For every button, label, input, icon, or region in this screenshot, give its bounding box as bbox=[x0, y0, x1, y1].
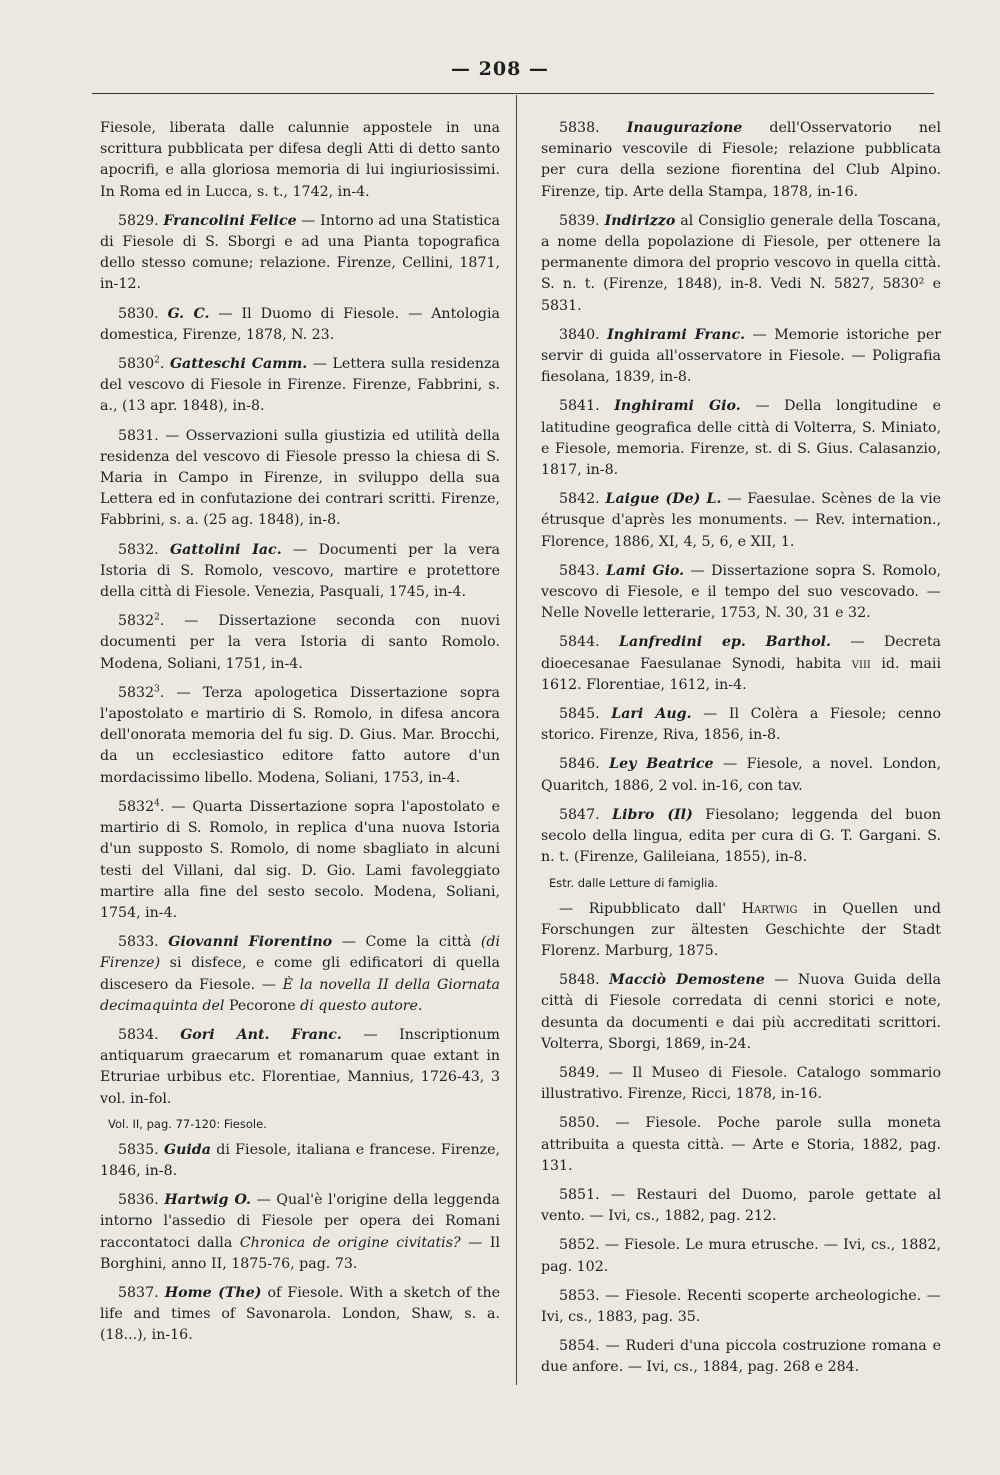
entry-number: 5832. bbox=[118, 541, 159, 558]
entry-text: — Dissertazione seconda con nuovi documenti per la vera Istoria di santo Romolo. Modena, Soliani, 1751, in-4. bbox=[100, 613, 500, 672]
entry-note: Estr. dalle Letture di famiglia. bbox=[549, 875, 719, 890]
bibliography-entry bbox=[541, 1286, 941, 1328]
entry-author: Lanfredini ep. Barthol. bbox=[619, 634, 831, 651]
entry-text: in Quellen und Forschungen zur ältesten Geschichte der Stadt Florenz. Marburg, 1875. bbox=[541, 900, 941, 959]
bibliography-entry bbox=[100, 683, 500, 789]
bibliography-entry bbox=[100, 304, 500, 346]
entry-number: 5838. bbox=[559, 120, 600, 136]
right-column bbox=[541, 118, 941, 1387]
entry-number: 5842. bbox=[559, 491, 600, 508]
entry-text: — Fiesole. Poche parole sulla moneta attribuita a questa città. — Arte e Storia, 1882, pag. 131. bbox=[541, 1115, 941, 1174]
entry-number: 5854. bbox=[559, 1338, 600, 1355]
entry-number: 5829. bbox=[118, 212, 159, 229]
entry-number: 5852. bbox=[559, 1237, 600, 1254]
entry-number-dot: . bbox=[159, 613, 165, 630]
entry-number-dot: . bbox=[159, 684, 165, 701]
entry-author: Libro (Il) bbox=[612, 806, 693, 823]
bibliography-entry bbox=[541, 1235, 941, 1277]
entry-number: 5830. bbox=[118, 305, 159, 322]
entry-italic-text: Chronica de origine civitatis? bbox=[239, 1234, 461, 1251]
entry-text: — Qual'è l'origine della leggenda intorno l'assedio di Fiesole per opera dei Romani raccontatoci dalla bbox=[100, 1192, 500, 1251]
entry-text: — Faesulae. Scènes de la vie étrusque d'après les monuments. — Rev. internation., Florence, 1886, XI, 4, 5, 6, e XII, 1. bbox=[541, 491, 942, 550]
entry-number: 5846. bbox=[559, 756, 600, 773]
entry-text: of Fiesole. With a sketch of the life and times of Savonarola. London, Shaw, s. a. (18...), in-16. bbox=[100, 1284, 500, 1344]
entry-number: 5849. bbox=[559, 1064, 600, 1081]
entry-number-superscript: 4 bbox=[154, 798, 160, 809]
entry-text: — Memorie istoriche per servir di guida all'osservatore in Fiesole. — Poligrafia fiesolana, 1839, in-8. bbox=[541, 326, 941, 386]
bibliography-entry bbox=[100, 118, 500, 203]
entry-text: — Terza apologetica Dissertazione sopra l'apostolato e martirio di S. Romolo, in difesa ancora dell'onorata memoria del fu sig. D. Gius. Mar. Brocchi, da un ecclesiastico editore fatto autore d'un mordacissimo libello. Modena, Soliani, 1753, in-4. bbox=[100, 684, 500, 786]
bibliography-entry bbox=[541, 561, 941, 625]
page-number: — 208 — bbox=[451, 58, 549, 80]
entry-number: 5843. bbox=[559, 562, 600, 579]
bibliography-entry bbox=[100, 354, 500, 418]
entry-number: 5833. bbox=[118, 934, 159, 951]
entry-number-dot: . bbox=[159, 356, 165, 373]
bibliography-entry bbox=[541, 805, 941, 869]
entry-italic-text: È la novella II della Giornata decimaquinta del bbox=[100, 976, 500, 1014]
entry-text: — Lettera sulla residenza del vescovo di Fiesole in Firenze. Firenze, Fabbrini, s. a., (13 apr. 1848), in-8. bbox=[100, 356, 500, 415]
entry-author: Gori Ant. Franc. bbox=[180, 1026, 342, 1043]
entry-author: Indirizzo bbox=[604, 212, 676, 229]
entry-text: — Fiesole, a novel. London, Quaritch, 1886, 2 vol. in-16, con tav. bbox=[541, 756, 942, 794]
entry-text: — Il Colèra a Fiesole; cenno storico. Firenze, Riva, 1856, in-8. bbox=[541, 706, 942, 744]
entry-smallcaps-text: viii bbox=[851, 655, 871, 672]
bibliography-entry bbox=[100, 211, 500, 296]
entry-number: 5850. bbox=[559, 1115, 600, 1132]
entry-number: 5832 bbox=[118, 613, 155, 630]
entry-text: Pecorone bbox=[224, 997, 301, 1014]
entry-number: 5853. bbox=[559, 1287, 600, 1304]
bibliography-entry bbox=[541, 325, 941, 389]
bibliography-entry bbox=[100, 1140, 500, 1182]
bibliography-entry bbox=[541, 754, 941, 796]
entry-number: 5845. bbox=[559, 706, 600, 723]
entry-author: Guida bbox=[163, 1141, 211, 1158]
header-rule bbox=[92, 93, 934, 94]
entry-author: Lari Aug. bbox=[611, 706, 692, 723]
bibliography-entry bbox=[100, 797, 500, 924]
entry-number: 5841. bbox=[559, 398, 600, 415]
entry-author: Giovanni Fiorentino bbox=[168, 934, 333, 951]
bibliography-entry bbox=[541, 489, 941, 553]
entry-number: 5844. bbox=[559, 634, 600, 651]
bibliography-entry bbox=[100, 1283, 500, 1347]
entry-author: Home (The) bbox=[164, 1284, 262, 1301]
entry-number: 5837. bbox=[118, 1284, 159, 1301]
bibliography-entry bbox=[541, 970, 941, 1055]
entry-number: 5848. bbox=[559, 972, 600, 989]
entry-text: — Il Duomo di Fiesole. — Antologia domestica, Firenze, 1878, N. 23. bbox=[100, 305, 500, 343]
entry-text: — Intorno ad una Statistica di Fiesole di S. Sborgi e ad una Pianta topografica dello stesso comune; relazione. Firenze, Cellini, 1871, in-12. bbox=[100, 212, 500, 293]
entry-text: — Nuova Guida della città di Fiesole corredata di cenni storici e note, desunta da documenti e dai più accreditati scrittori. Volterra, Sborgi, 1869, in-24. bbox=[541, 972, 941, 1052]
entry-text: — Restauri del Duomo, parole gettate al vento. — Ivi, cs., 1882, pag. 212. bbox=[541, 1186, 941, 1225]
entry-text: Fiesole, liberata dalle calunnie appostele in una scrittura pubblicata per difesa degli Atti di detto santo apocrifi, e alla gloriosa memoria di lui ingiuriosissimi. In Roma ed in Lucca, s. t., 1742, in-4. bbox=[100, 120, 500, 200]
entry-author: Lami Gio. bbox=[606, 562, 685, 579]
entry-text: al Consiglio generale della Toscana, a nome della popolazione di Fiesole, per ottenere la permanente dimora del proprio vescovo in quella città. S. n. t. (Firenze, 1848), in-8. Vedi N. 5827, 5830² e 5831. bbox=[541, 212, 941, 314]
entry-text: — Come la città bbox=[332, 934, 481, 951]
entry-author: Inghirami Gio. bbox=[614, 398, 741, 415]
bibliography-entry bbox=[541, 632, 941, 696]
entry-number: 5832 bbox=[118, 798, 155, 815]
entry-number: 5832 bbox=[118, 684, 155, 701]
entry-author: Laigue (De) L. bbox=[605, 491, 722, 508]
bibliography-entry bbox=[100, 1190, 500, 1275]
entry-text: — Osservazioni sulla giustizia ed utilità della residenza del vescovo di Fiesole presso la chiesa di S. Maria in Campo in Firenze, in sviluppo della sua Lettera ed in confutazione dei contrari scritti. Firenze, Fabbrini, s. a. (25 ag. 1848), in-8. bbox=[100, 427, 500, 529]
entry-note: Vol. II, pag. 77-120: Fiesole. bbox=[108, 1116, 267, 1131]
bibliography-entry bbox=[100, 540, 500, 604]
entry-number: 5831. bbox=[118, 427, 159, 444]
entry-author: Ley Beatrice bbox=[609, 756, 714, 773]
entry-text: — Ruderi d'una piccola costruzione romana e due anfore. — Ivi, cs., 1884, pag. 268 e 284. bbox=[541, 1338, 941, 1376]
bibliography-entry bbox=[541, 899, 941, 963]
entry-smallcaps-text: Hartwig bbox=[741, 900, 798, 917]
column-divider bbox=[516, 95, 517, 1385]
bibliography-entry bbox=[100, 932, 500, 1017]
entry-author: Inaugurazione bbox=[626, 120, 743, 136]
bibliography-entry bbox=[541, 118, 941, 203]
entry-author: Gattolini Iac. bbox=[170, 541, 282, 558]
entry-number: 5830 bbox=[118, 356, 155, 373]
bibliography-entry bbox=[541, 1336, 941, 1378]
entry-text: — Inscriptionum antiquarum graecarum et romanarum quae extant in Etruriae urbibus etc. Florentiae, Mannius, 1726-43, 3 vol. in-fol. bbox=[100, 1026, 500, 1107]
entry-text: — Il Museo di Fiesole. Catalogo sommario illustrativo. Firenze, Ricci, 1878, in-16. bbox=[541, 1064, 941, 1103]
entry-number: 3840. bbox=[559, 326, 600, 343]
entry-author: Macciò Demostene bbox=[609, 972, 765, 989]
entry-number: 5851. bbox=[559, 1186, 600, 1203]
entry-text: — Decreta dioecesanae Faesulanae Synodi, habita bbox=[541, 634, 942, 672]
entry-author: Hartwig O. bbox=[164, 1192, 251, 1209]
entry-text: Fiesolano; leggenda del buon secolo della lingua, edita per cura di G. T. Gargani. S. n. t. (Firenze, Galileiana, 1855), in-8. bbox=[541, 806, 941, 866]
entry-text: — Il Borghini, anno II, 1875-76, pag. 73. bbox=[100, 1234, 500, 1272]
bibliography-entry bbox=[541, 704, 941, 746]
entry-text: — Documenti per la vera Istoria di S. Romolo, vescovo, martire e protettore della città di Fiesole. Venezia, Pasquali, 1745, in-4. bbox=[100, 541, 500, 601]
bibliography-entry bbox=[541, 396, 941, 481]
entry-author: Francolini Felice bbox=[163, 212, 297, 229]
bibliography-entry bbox=[100, 1025, 500, 1110]
entry-author: Inghirami Franc. bbox=[607, 326, 746, 343]
entry-number: 5834. bbox=[118, 1026, 159, 1043]
entry-text: si disfece, e come gli edificatori di quella discesero da Fiesole. — bbox=[100, 955, 500, 993]
entry-italic-text: (di Firenze) bbox=[100, 934, 500, 972]
entry-text: — Fiesole. Recenti scoperte archeologiche. — Ivi, cs., 1883, pag. 35. bbox=[541, 1287, 941, 1325]
bibliography-entry bbox=[100, 426, 500, 532]
entry-text: dell'Osservatorio nel seminario vescovile di Fiesole; relazione pubblicata per cura della sezione fiorentina del Club Alpino. Firenze, tip. Arte della Stampa, 1878, in-16. bbox=[541, 120, 941, 200]
entry-number: 5835. bbox=[118, 1141, 159, 1158]
entry-number-superscript: 2 bbox=[154, 612, 160, 623]
entry-text: — Quarta Dissertazione sopra l'apostolato e martirio di S. Romolo, in replica d'una nuova Istoria d'un supposto S. Romolo, di nome sbagliato in alcuni testi del Villani, dal sig. D. Gio. Lami favoleggiato martire alla fine del sesto secolo. Modena, Soliani, 1754, in-4. bbox=[100, 798, 500, 921]
entry-number-superscript: 2 bbox=[154, 355, 160, 366]
entry-author: Gatteschi Camm. bbox=[169, 356, 308, 373]
entry-text: di Fiesole, italiana e francese. Firenze, 1846, in-8. bbox=[100, 1141, 501, 1179]
entry-text: — Della longitudine e latitudine geografica delle città di Volterra, S. Miniato, e Fiesole, memoria. Firenze, st. di S. Gius. Calasanzio, 1817, in-8. bbox=[541, 398, 941, 479]
entry-number: 5836. bbox=[118, 1192, 159, 1209]
entry-text: — Fiesole. Le mura etrusche. — Ivi, cs., 1882, pag. 102. bbox=[541, 1237, 941, 1275]
entry-number: 5839. bbox=[559, 212, 600, 229]
entry-number-dot: . bbox=[159, 798, 165, 815]
bibliography-entry bbox=[541, 1063, 941, 1105]
entry-author: G. C. bbox=[167, 305, 210, 322]
entry-text: id. maii 1612. Florentiae, 1612, in-4. bbox=[541, 655, 941, 693]
left-column bbox=[100, 118, 500, 1355]
bibliography-entry bbox=[100, 611, 500, 675]
bibliography-entry bbox=[541, 211, 941, 317]
entry-number: 5847. bbox=[559, 806, 600, 823]
bibliography-entry bbox=[541, 1185, 941, 1227]
entry-italic-text: di questo autore. bbox=[300, 997, 423, 1014]
entry-number-superscript: 3 bbox=[154, 684, 160, 695]
entry-text: — Ripubblicato dall' bbox=[559, 900, 742, 917]
bibliography-entry bbox=[541, 1113, 941, 1177]
entry-text: — Dissertazione sopra S. Romolo, vescovo di Fiesole, e il tempo del suo vescovado. — Nelle Novelle letterarie, 1753, N. 30, 31 e 32. bbox=[541, 562, 942, 622]
